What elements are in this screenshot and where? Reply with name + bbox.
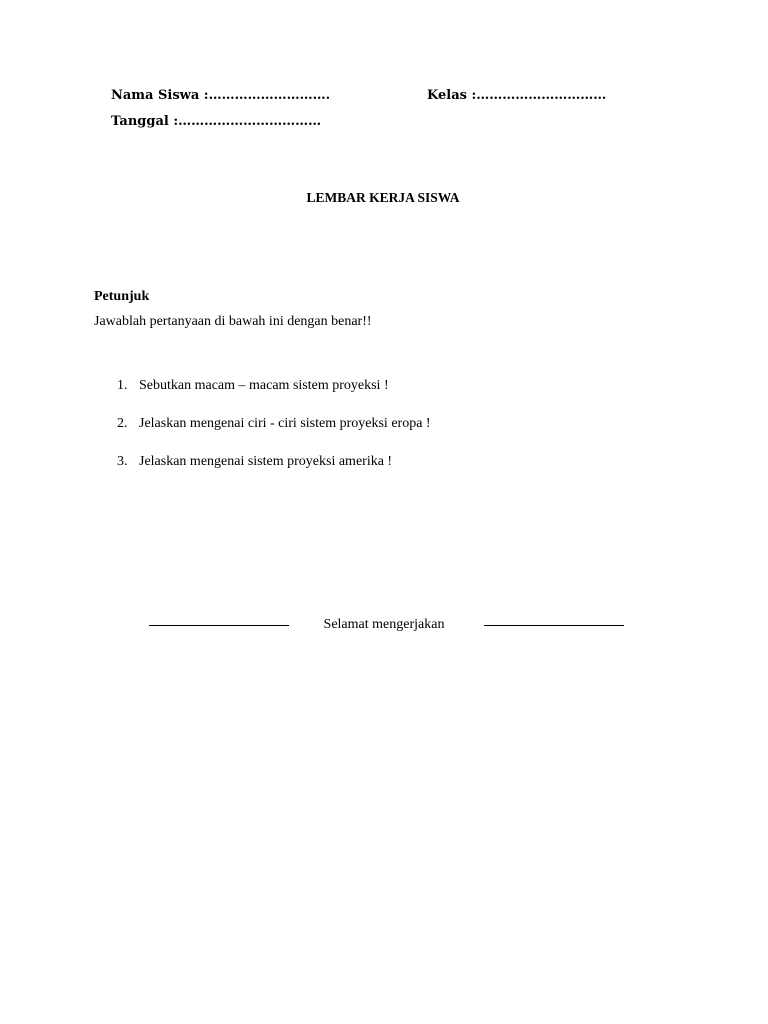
worksheet-title: LEMBAR KERJA SISWA	[306, 190, 460, 205]
question-item	[117, 416, 431, 432]
instructions-heading: Petunjuk	[94, 289, 150, 304]
question-number: 2.	[117, 416, 128, 431]
class-field	[427, 88, 606, 103]
student-name-blank: :……………………….	[199, 88, 331, 103]
question-text: Jelaskan mengenai sistem proyeksi amerika !	[139, 454, 393, 469]
question-item	[117, 378, 389, 394]
date-field	[111, 114, 321, 129]
instructions-text: Jawablah pertanyaan di bawah ini dengan benar!!	[94, 314, 372, 329]
question-item	[117, 454, 392, 470]
closing-message: Selamat mengerjakan	[323, 617, 445, 632]
question-text: Jelaskan mengenai ciri - ciri sistem proyeksi eropa !	[139, 416, 431, 431]
class-label: Kelas	[427, 88, 467, 103]
student-name-label: Nama Siswa	[111, 88, 200, 103]
class-blank: :…………………………	[466, 88, 607, 103]
question-number: 1.	[117, 378, 128, 393]
date-label: Tanggal	[111, 114, 169, 129]
date-blank: :……………………………	[168, 114, 322, 129]
right-divider-line	[484, 625, 624, 626]
question-text: Sebutkan macam – macam sistem proyeksi !	[139, 378, 389, 393]
question-number: 3.	[117, 454, 128, 469]
student-name-field	[111, 88, 330, 103]
